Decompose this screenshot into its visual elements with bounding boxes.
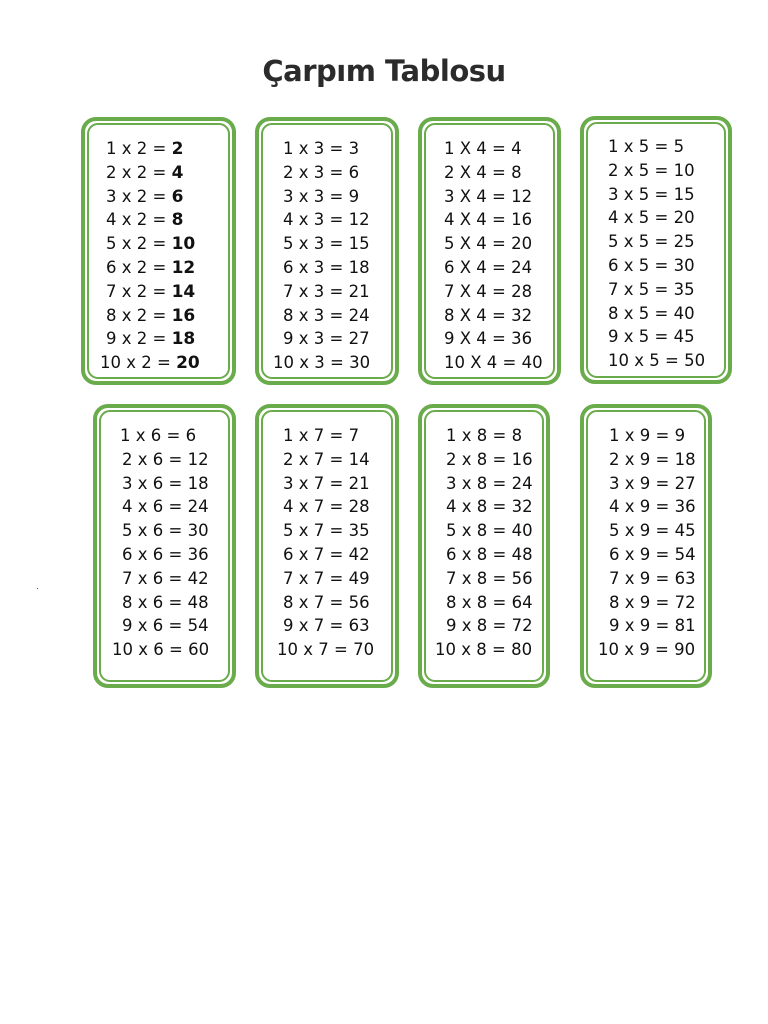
answer: 9 [348,186,360,206]
equation: 5 x 8 = [446,521,512,541]
equation: 3 x 6 = [122,473,188,493]
table-row [608,230,705,254]
table-row [608,159,705,183]
answer: 5 [673,137,685,156]
table-row [609,495,696,519]
equation: 8 x 2 = [106,305,172,325]
equation: 1 x 3 = [283,139,349,158]
table-row [112,638,209,662]
table-row [446,424,533,448]
answer: 15 [673,184,695,204]
equation: 8 x 8 = [446,592,512,612]
answer: 28 [511,281,533,301]
table-row [106,232,200,256]
table-row [273,351,370,375]
equation: 5 x 9 = [609,521,675,541]
answer: 18 [348,257,370,277]
equation: 4 x 3 = [283,210,349,230]
equation: 4 X 4 = [444,210,512,230]
table-card-5 [580,116,732,384]
table-row [283,304,370,328]
equation: 3 x 9 = [609,473,675,493]
equation: 9 x 3 = [283,329,349,349]
table-row [283,614,374,638]
answer: 27 [674,473,696,493]
table-row [283,137,370,161]
equation: 10 X 4 = [444,353,522,373]
table-row [598,638,696,662]
equation: 3 x 7 = [283,473,349,493]
answer: 30 [349,353,371,373]
answer: 12 [187,449,209,469]
equation: 6 X 4 = [444,257,512,277]
table-row [444,161,543,185]
table-row [283,472,374,496]
table-card-7 [255,404,399,688]
answer: 40 [511,521,533,541]
answer: 14 [171,281,196,302]
table-card-3 [255,117,399,385]
table-row [444,304,543,328]
answer: 3 [348,139,360,158]
table-row [444,185,543,209]
table-row [609,424,696,448]
table-row [283,543,374,567]
page-title: Çarpım Tablosu [262,54,506,88]
answer: 8 [511,426,523,445]
answer: 24 [511,473,533,493]
table-row [444,351,543,375]
table-row [122,591,209,615]
equation: 7 X 4 = [444,281,512,301]
equation: 4 x 8 = [446,497,512,517]
table-row [608,206,705,230]
table-row [283,448,374,472]
table-row [122,543,209,567]
answer: 6 [348,162,360,182]
equation: 6 x 9 = [609,544,675,564]
table-row [608,278,705,302]
equation: 9 x 2 = [106,329,172,349]
answer: 81 [674,616,696,636]
equation: 2 X 4 = [444,162,512,182]
answer: 63 [348,616,370,636]
table-row [608,325,705,349]
table-row [283,185,370,209]
answer: 35 [673,279,695,299]
table-row [446,519,533,543]
equation: 7 x 9 = [609,568,675,588]
equation: 2 x 2 = [106,162,172,182]
answer: 18 [171,329,196,350]
equation: 5 x 5 = [608,232,674,252]
table-row [608,135,705,159]
equation: 9 X 4 = [444,329,512,349]
table-row [444,208,543,232]
answer: 28 [348,497,370,517]
table-row [106,280,200,304]
answer: 10 [171,234,196,255]
table-row [283,327,370,351]
answer: 9 [674,426,686,445]
equation: 8 x 7 = [283,592,349,612]
answer: 48 [187,592,209,612]
equation: 8 X 4 = [444,305,512,325]
equation: 10 x 2 = [100,353,177,373]
table-row [283,232,370,256]
table-row [435,638,533,662]
answer: 54 [674,544,696,564]
table-row [106,208,200,232]
answer: 18 [674,449,696,469]
table-row [283,208,370,232]
answer: 64 [511,592,533,612]
table-row [609,614,696,638]
table-row [122,614,209,638]
equation: 3 x 3 = [283,186,349,206]
equation: 7 x 7 = [283,568,349,588]
answer: 14 [348,449,370,469]
answer: 30 [187,521,209,541]
table-row [609,448,696,472]
equation: 1 x 2 = [106,139,172,158]
answer: 20 [673,208,695,228]
equation: 5 X 4 = [444,234,512,254]
answer: 56 [511,568,533,588]
table-row [446,591,533,615]
answer: 24 [348,305,370,325]
table-row [283,519,374,543]
table-row [444,232,543,256]
answer: 50 [684,351,706,371]
equation: 8 x 6 = [122,592,188,612]
table-row [122,519,209,543]
answer: 20 [511,234,533,254]
equation: 1 x 7 = [283,426,349,445]
answer: 90 [674,640,696,660]
answer: 36 [511,329,533,349]
table-row [444,137,543,161]
equation: 6 x 2 = [106,257,172,277]
answer: 21 [348,473,370,493]
table-row [609,519,696,543]
equation: 4 x 5 = [608,208,674,228]
equation: 6 x 6 = [122,544,188,564]
equation: 7 x 2 = [106,281,172,301]
table-rows [608,135,705,373]
table-row [106,161,200,185]
answer: 8 [171,210,184,231]
table-row [609,591,696,615]
answer: 70 [353,640,375,660]
answer: 42 [187,568,209,588]
answer: 36 [674,497,696,517]
answer: 24 [511,257,533,277]
answer: 10 [673,160,695,180]
answer: 16 [511,449,533,469]
equation: 1 x 5 = [608,137,674,156]
table-rows [277,424,375,662]
table-row [446,495,533,519]
table-card-2 [81,117,236,385]
stray-dot [37,588,38,589]
equation: 1 x 6 = [120,426,186,445]
answer: 4 [171,162,184,183]
table-card-6 [93,404,236,688]
answer: 35 [348,521,370,541]
table-row [608,349,705,373]
table-row [106,327,200,351]
answer: 40 [673,303,695,323]
equation: 4 x 9 = [609,497,675,517]
table-row [100,351,200,375]
table-row [609,567,696,591]
equation: 5 x 7 = [283,521,349,541]
table-row [106,185,200,209]
table-row [283,256,370,280]
equation: 8 x 9 = [609,592,675,612]
table-row [106,137,200,161]
answer: 15 [348,234,370,254]
table-row [446,567,533,591]
equation: 4 x 7 = [283,497,349,517]
table-row [106,256,200,280]
table-row [283,495,374,519]
answer: 8 [511,162,522,182]
answer: 56 [348,592,370,612]
answer: 7 [348,426,360,445]
table-row [609,472,696,496]
table-row [444,280,543,304]
answer: 21 [348,281,370,301]
equation: 2 x 5 = [608,160,674,180]
table-row [446,543,533,567]
table-rows [598,424,696,662]
table-row [120,424,209,448]
equation: 2 x 6 = [122,449,188,469]
answer: 45 [674,521,696,541]
table-row [446,448,533,472]
table-row [122,472,209,496]
answer: 6 [185,426,197,445]
equation: 6 x 3 = [283,257,349,277]
table-row [608,183,705,207]
table-row [444,327,543,351]
table-card-4 [418,117,561,385]
table-row [106,304,200,328]
equation: 9 x 7 = [283,616,349,636]
equation: 7 x 3 = [283,281,349,301]
answer: 16 [171,305,196,326]
answer: 72 [511,616,533,636]
equation: 3 x 8 = [446,473,512,493]
answer: 12 [511,186,533,206]
equation: 2 x 3 = [283,162,349,182]
answer: 54 [187,616,209,636]
table-row [609,543,696,567]
equation: 5 x 6 = [122,521,188,541]
answer: 25 [673,232,695,252]
equation: 10 x 7 = [277,640,354,660]
equation: 6 x 8 = [446,544,512,564]
table-row [283,567,374,591]
equation: 8 x 5 = [608,303,674,323]
answer: 48 [511,544,533,564]
table-row [122,495,209,519]
answer: 12 [171,257,196,278]
answer: 32 [511,305,533,325]
table-rows [100,137,200,375]
table-row [444,256,543,280]
table-row [446,614,533,638]
equation: 9 x 6 = [122,616,188,636]
answer: 36 [187,544,209,564]
answer: 20 [176,353,200,374]
equation: 2 x 8 = [446,449,512,469]
answer: 72 [674,592,696,612]
equation: 7 x 8 = [446,568,512,588]
answer: 4 [511,139,522,158]
equation: 4 x 2 = [106,210,172,230]
table-row [283,424,374,448]
equation: 7 x 6 = [122,568,188,588]
table-row [608,302,705,326]
answer: 63 [674,568,696,588]
answer: 6 [171,186,184,207]
equation: 6 x 7 = [283,544,349,564]
answer: 16 [511,210,533,230]
equation: 1 X 4 = [444,139,512,158]
answer: 27 [348,329,370,349]
table-card-8 [418,404,550,688]
answer: 24 [187,497,209,517]
table-row [283,591,374,615]
table-card-9 [580,404,712,688]
equation: 9 x 5 = [608,327,674,347]
equation: 10 x 8 = [435,640,512,660]
equation: 3 x 2 = [106,186,172,206]
table-rows [273,137,371,375]
equation: 10 x 5 = [608,351,685,371]
answer: 80 [511,640,533,660]
equation: 5 x 3 = [283,234,349,254]
answer: 2 [171,139,184,159]
equation: 4 x 6 = [122,497,188,517]
table-row [283,280,370,304]
equation: 7 x 5 = [608,279,674,299]
answer: 30 [673,255,695,275]
equation: 10 x 3 = [273,353,350,373]
table-row [446,472,533,496]
equation: 3 x 5 = [608,184,674,204]
table-rows [435,424,533,662]
answer: 12 [348,210,370,230]
table-row [122,448,209,472]
answer: 40 [521,353,543,373]
answer: 32 [511,497,533,517]
equation: 1 x 8 = [446,426,512,445]
equation: 2 x 7 = [283,449,349,469]
equation: 2 x 9 = [609,449,675,469]
answer: 18 [187,473,209,493]
equation: 3 X 4 = [444,186,512,206]
answer: 42 [348,544,370,564]
table-row [122,567,209,591]
equation: 10 x 9 = [598,640,675,660]
answer: 49 [348,568,370,588]
table-rows [444,137,543,375]
equation: 8 x 3 = [283,305,349,325]
equation: 9 x 9 = [609,616,675,636]
answer: 45 [673,327,695,347]
equation: 5 x 2 = [106,234,172,254]
equation: 1 x 9 = [609,426,675,445]
table-rows [112,424,210,662]
equation: 10 x 6 = [112,640,189,660]
equation: 6 x 5 = [608,255,674,275]
table-row [277,638,374,662]
table-row [608,254,705,278]
answer: 60 [188,640,210,660]
table-row [283,161,370,185]
equation: 9 x 8 = [446,616,512,636]
